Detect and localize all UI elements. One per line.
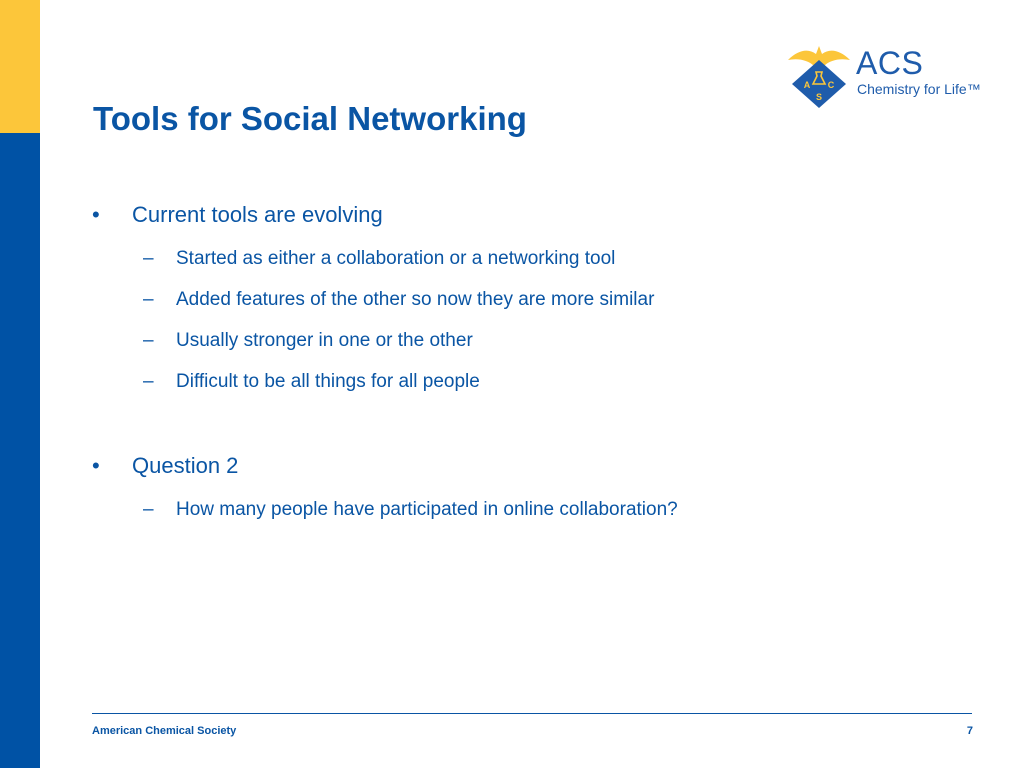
logo-tagline: Chemistry for Life™	[857, 81, 981, 97]
footer-divider	[92, 713, 972, 714]
sub-bullet-text: Usually stronger in one or the other	[176, 330, 473, 351]
page-number: 7	[966, 725, 973, 737]
sub-bullet-marker: –	[143, 248, 154, 269]
sub-bullet-item	[143, 499, 678, 521]
svg-text:C: C	[827, 80, 835, 90]
acs-logo	[784, 40, 984, 112]
footer-organization: American Chemical Society	[92, 725, 237, 737]
acs-eagle-emblem-icon	[784, 40, 854, 112]
sub-bullet-marker: –	[143, 330, 154, 351]
sub-bullet-text: Started as either a collaboration or a networking tool	[176, 248, 616, 269]
side-accent-block	[0, 0, 40, 133]
sub-bullet-marker: –	[143, 499, 154, 520]
slide-title: Tools for Social Networking	[93, 100, 527, 137]
logo-wordmark: ACS	[856, 45, 924, 81]
sub-bullet-item	[143, 330, 473, 352]
bullet-marker: •	[92, 453, 100, 478]
bullet-text: Question 2	[132, 453, 239, 478]
bullet-marker: •	[92, 202, 100, 227]
bullet-item	[92, 202, 383, 228]
sub-bullet-text: Added features of the other so now they are more similar	[176, 289, 655, 310]
sub-bullet-marker: –	[143, 371, 154, 392]
sub-bullet-text: Difficult to be all things for all people	[176, 371, 480, 392]
svg-text:A: A	[803, 80, 811, 90]
sub-bullet-marker: –	[143, 289, 154, 310]
sub-bullet-item	[143, 371, 480, 393]
bullet-item	[92, 453, 239, 479]
sub-bullet-item	[143, 289, 655, 311]
bullet-text: Current tools are evolving	[132, 202, 383, 227]
sub-bullet-item	[143, 248, 616, 270]
svg-text:S: S	[815, 92, 823, 102]
sub-bullet-text: How many people have participated in online collaboration?	[176, 499, 678, 520]
